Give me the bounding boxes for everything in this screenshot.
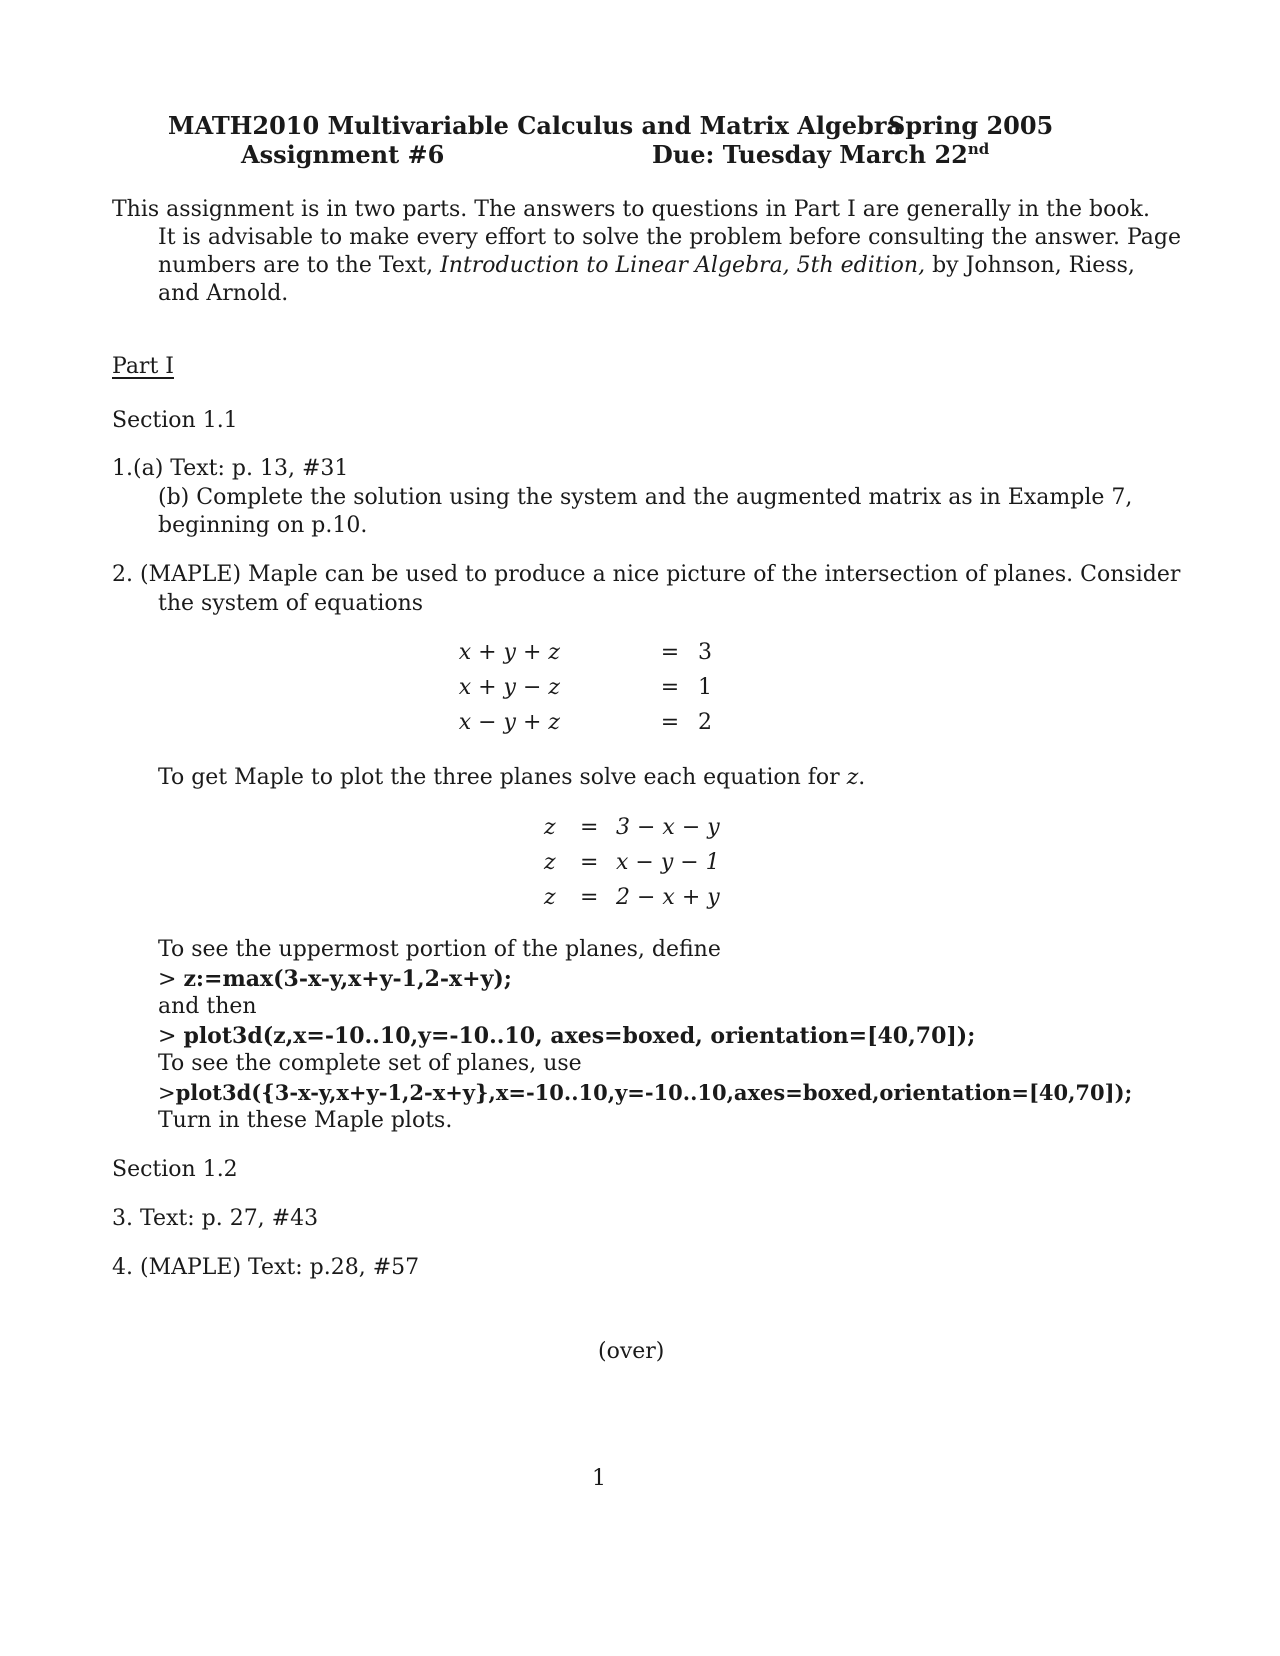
question-3: 3. Text: p. 27, #43 <box>112 1206 319 1231</box>
question-2-line-2: the system of equations <box>158 591 424 616</box>
command-prompt: > <box>158 1024 177 1049</box>
intro-line-3-pre: numbers are to the Text, <box>158 253 441 278</box>
command-text: z:=max(3-x-y,x+y-1,2-x+y); <box>183 966 512 992</box>
question-1b-line-1: (b) Complete the solution using the system and the augmented matrix as in Example 7, <box>158 485 1133 510</box>
uppermost-instruction: To see the uppermost portion of the planes, define <box>158 937 721 962</box>
section-1-2-heading: Section 1.2 <box>112 1157 238 1182</box>
due-date-suffix: nd <box>967 140 990 158</box>
equation-relation: = <box>580 815 599 840</box>
intro-line-4: and Arnold. <box>158 281 289 306</box>
equation-lhs: z <box>544 885 556 910</box>
intro-line-3-post: by Johnson, Riess, <box>925 253 1135 278</box>
part-heading: Part I <box>112 354 174 379</box>
solve-variable: z <box>846 765 859 790</box>
command-prompt: > <box>158 1081 176 1105</box>
equation-relation: = <box>660 710 680 735</box>
page-number: 1 <box>592 1466 606 1491</box>
complete-set-instruction: To see the complete set of planes, use <box>158 1051 582 1076</box>
command-text: plot3d(z,x=-10..10,y=-10..10, axes=boxed, orientation=[40,70]); <box>183 1023 976 1049</box>
question-1b-line-2: beginning on p.10. <box>158 513 368 538</box>
turn-in-instruction: Turn in these Maple plots. <box>158 1108 453 1133</box>
equation-lhs: z <box>544 815 556 840</box>
question-4: 4. (MAPLE) Text: p.28, #57 <box>112 1255 420 1280</box>
intro-line-2: It is advisable to make every effort to solve the problem before consulting the answer. Page <box>158 225 1181 250</box>
equation-lhs: x + y − z <box>458 675 560 700</box>
equation-rhs: 3 <box>698 640 712 665</box>
assignment-number: Assignment #6 <box>241 140 445 169</box>
equation-rhs: 2 <box>698 710 712 735</box>
solve-instruction-end: . <box>858 765 866 790</box>
solve-instruction-text: To get Maple to plot the three planes solve each equation for <box>158 765 847 790</box>
maple-command-1 <box>158 964 512 995</box>
maple-command-2 <box>158 1021 975 1052</box>
equation-lhs: x − y + z <box>458 710 560 735</box>
textbook-title: Introduction to Linear Algebra, 5th edition, <box>440 253 926 278</box>
equation-lhs: z <box>544 850 556 875</box>
over-note: (over) <box>598 1339 665 1364</box>
equation-relation: = <box>580 850 599 875</box>
equation-relation: = <box>660 640 680 665</box>
equation-rhs: 3 − x − y <box>616 815 720 840</box>
solve-instruction <box>158 763 865 793</box>
equation-rhs: 2 − x + y <box>616 885 720 910</box>
equation-rhs: x − y − 1 <box>616 850 720 875</box>
equation-lhs: x + y + z <box>458 640 560 665</box>
command-prompt: > <box>158 967 177 992</box>
intro-line-1: This assignment is in two parts. The answers to questions in Part I are generally in the book. <box>112 197 1150 222</box>
equation-rhs: 1 <box>698 675 712 700</box>
intro-line-3 <box>158 251 1135 281</box>
question-2-line-1: 2. (MAPLE) Maple can be used to produce a nice picture of the intersection of planes. Consider <box>112 562 1181 587</box>
due-date <box>652 140 989 169</box>
term: Spring 2005 <box>888 111 1054 140</box>
section-1-1-heading: Section 1.1 <box>112 408 238 433</box>
question-1a: 1.(a) Text: p. 13, #31 <box>112 456 349 481</box>
and-then-text: and then <box>158 994 257 1019</box>
equation-relation: = <box>580 885 599 910</box>
command-text: plot3d({3-x-y,x+y-1,2-x+y},x=-10..10,y=-10..10,axes=boxed,orientation=[40,70]); <box>175 1080 1133 1105</box>
equation-relation: = <box>660 675 680 700</box>
course-title: MATH2010 Multivariable Calculus and Matrix Algebra <box>168 111 903 140</box>
maple-command-3 <box>158 1078 1132 1108</box>
due-date-text: Due: Tuesday March 22 <box>652 140 968 169</box>
